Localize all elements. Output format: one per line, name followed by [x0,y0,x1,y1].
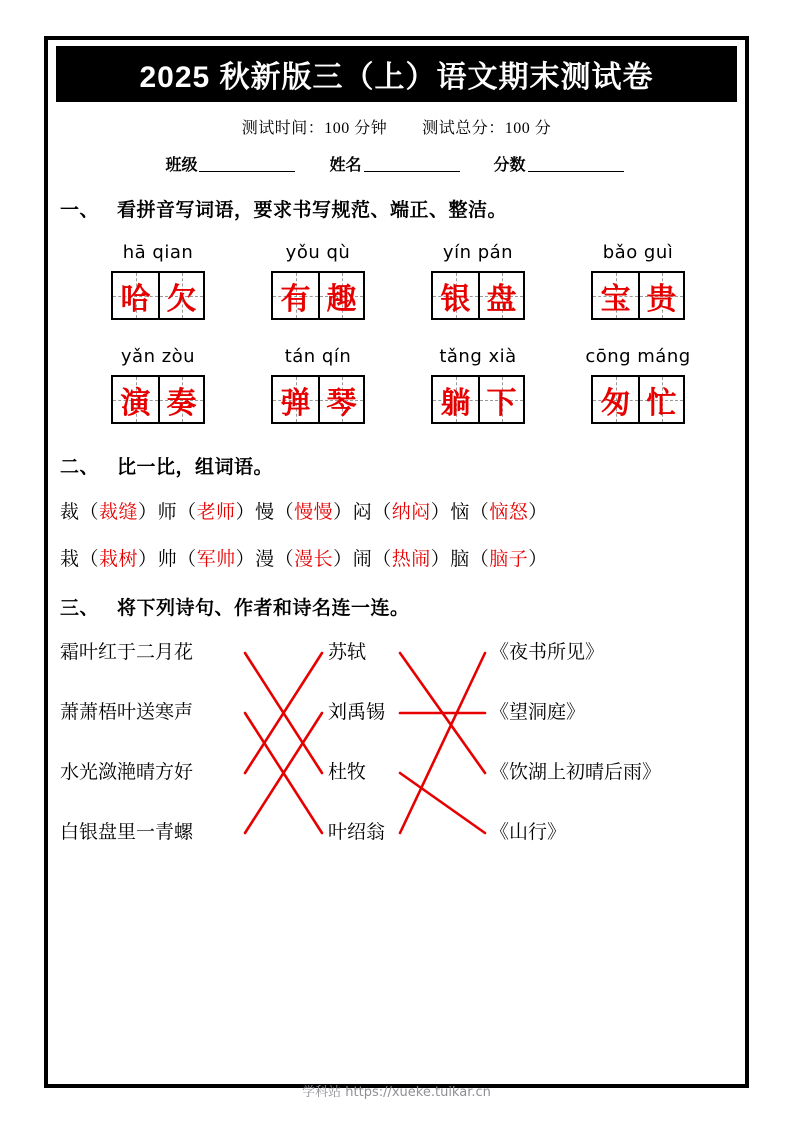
pinyin-text: bǎo guì [602,242,674,263]
section-2-title: 比一比，组词语。 [117,457,274,478]
answer-word[interactable]: 慢慢 [294,502,334,523]
answer-char: 有 [280,282,311,316]
answer-char: 宝 [600,282,631,316]
tianzige-square[interactable] [158,273,203,318]
tianzige-square[interactable] [158,377,203,422]
section-3-body [60,638,733,888]
pinyin-cell [78,242,238,263]
tianzige-square[interactable] [478,273,523,318]
word-pair-line: 裁（裁缝）师（老师）慢（慢慢）闷（纳闷）恼（恼怒） [60,502,548,523]
tianzige-box[interactable] [271,375,365,424]
author-item[interactable]: 叶绍翁 [328,822,386,843]
tianzige-square[interactable] [638,273,683,318]
tianzige-square[interactable] [113,377,158,422]
exam-time: 测试时间：100 分钟 [241,120,388,137]
answer-char: 贵 [646,282,677,316]
tianzige-square[interactable] [273,273,318,318]
pinyin-text: hā qian [122,242,194,263]
grid-cell [398,375,558,424]
answer-char: 弹 [280,386,311,420]
tianzige-box[interactable] [431,271,525,320]
grid-cell [238,271,398,320]
pinyin-text: tán qín [284,346,352,367]
word-pair-line: 栽（栽树）帅（军帅）漫（漫长）闹（热闹）脑（脑子） [60,549,548,570]
watermark: 学科站 https://xueke.tuikar.cn [302,1085,491,1100]
pinyin-text: cōng máng [585,346,691,367]
answer-word[interactable]: 热闹 [391,549,431,570]
pinyin-cell [238,346,398,367]
poem-item[interactable]: 《夜书所见》 [490,642,605,663]
answer-char: 奏 [166,386,197,420]
score-input[interactable] [528,156,624,172]
author-column [328,638,385,878]
class-label: 班级 [165,157,198,174]
tianzige-square[interactable] [113,273,158,318]
grid-cell [78,375,238,424]
cue-char: 闷 [352,502,373,523]
page-title: 2025 秋新版三（上）语文期末测试卷 [139,61,654,94]
answer-char: 欠 [166,282,197,316]
tianzige-box[interactable] [111,375,205,424]
cue-char: 帅 [157,549,178,570]
pinyin-cell [558,346,718,367]
author-item[interactable]: 苏轼 [328,642,367,663]
grid-cell [558,271,718,320]
answer-char: 琴 [326,386,357,420]
name-label: 姓名 [329,157,362,174]
pinyin-row-2 [60,346,733,367]
tianzige-square[interactable] [433,273,478,318]
tianzige-box[interactable] [431,375,525,424]
answer-char: 盘 [486,282,517,316]
grid-cell [238,375,398,424]
student-info-row [60,152,733,175]
answer-char: 银 [440,282,471,316]
verse-column [60,638,193,878]
pinyin-cell [238,242,398,263]
pinyin-text: yín pán [442,242,514,263]
section-3-title: 将下列诗句、作者和诗名连一连。 [117,598,410,619]
grid-cell [558,375,718,424]
name-input[interactable] [364,156,460,172]
answer-char: 忙 [646,386,677,420]
answer-word[interactable]: 裁缝 [99,502,139,523]
answer-char: 演 [120,386,151,420]
section-3-heading [60,593,733,620]
cue-char: 漫 [255,549,275,570]
cue-char: 闹 [352,549,373,570]
poem-item[interactable]: 《望洞庭》 [490,702,586,723]
paper-title-banner [56,46,737,102]
answer-word[interactable]: 军帅 [196,549,236,570]
tianzige-square[interactable] [433,377,478,422]
pinyin-text: yǒu qù [285,242,351,263]
author-item[interactable]: 杜牧 [328,762,367,783]
section-2-number: 二、 [60,457,100,478]
section-1-heading [60,195,733,222]
answer-grid-row-2 [60,375,733,424]
answer-word[interactable]: 栽树 [99,549,139,570]
answer-char: 躺 [440,386,471,420]
tianzige-square[interactable] [638,377,683,422]
pinyin-cell [398,242,558,263]
page-content [60,46,733,1076]
grid-cell [398,271,558,320]
answer-word[interactable]: 漫长 [294,549,334,570]
pinyin-text: yǎn zòu [120,346,196,367]
answer-char: 匆 [600,386,631,420]
section-1-title: 看拼音写词语，要求书写规范、端正、整洁。 [117,200,508,221]
section-2-body [60,497,733,571]
section-1-body [60,242,733,424]
answer-char: 趣 [326,282,357,316]
class-input[interactable] [199,156,295,172]
tianzige-square[interactable] [318,273,363,318]
pinyin-cell [78,346,238,367]
section-2-heading [60,452,733,479]
tianzige-box[interactable] [271,271,365,320]
answer-word[interactable]: 老师 [196,502,236,523]
poem-column [490,638,661,878]
pinyin-cell [558,242,718,263]
answer-word[interactable]: 脑子 [489,549,529,570]
cue-char: 师 [157,502,178,523]
tianzige-box[interactable] [591,271,685,320]
tianzige-square[interactable] [593,273,638,318]
verse-item[interactable]: 白银盘里一青螺 [60,822,194,843]
verse-item[interactable]: 霜叶红于二月花 [60,642,194,663]
poem-item[interactable]: 《饮湖上初晴后雨》 [490,762,662,783]
cue-char: 慢 [255,502,275,523]
cue-char: 栽 [60,549,80,570]
pinyin-text: tǎng xià [439,346,517,367]
answer-char: 下 [486,386,517,420]
cue-char: 恼 [450,502,470,523]
grid-cell [78,271,238,320]
tianzige-square[interactable] [318,377,363,422]
tianzige-square[interactable] [478,377,523,422]
exam-total-score: 测试总分：100 分 [422,120,552,137]
answer-word[interactable]: 恼怒 [489,502,529,523]
exam-meta [60,115,733,138]
verse-item[interactable]: 水光潋滟晴方好 [60,762,194,783]
tianzige-box[interactable] [591,375,685,424]
pinyin-row-1 [60,242,733,263]
section-1-number: 一、 [60,200,100,221]
tianzige-square[interactable] [593,377,638,422]
cue-char: 脑 [450,549,470,570]
answer-char: 哈 [120,282,151,316]
tianzige-square[interactable] [273,377,318,422]
answer-word[interactable]: 纳闷 [391,502,431,523]
pinyin-cell [398,346,558,367]
section-3-number: 三、 [60,598,100,619]
answer-grid-row-1 [60,271,733,320]
tianzige-box[interactable] [111,271,205,320]
verse-item[interactable]: 萧萧梧叶送寒声 [60,702,194,723]
poem-item[interactable]: 《山行》 [490,822,567,843]
cue-char: 裁 [60,502,80,523]
author-item[interactable]: 刘禹锡 [328,702,386,723]
score-label: 分数 [493,157,526,174]
